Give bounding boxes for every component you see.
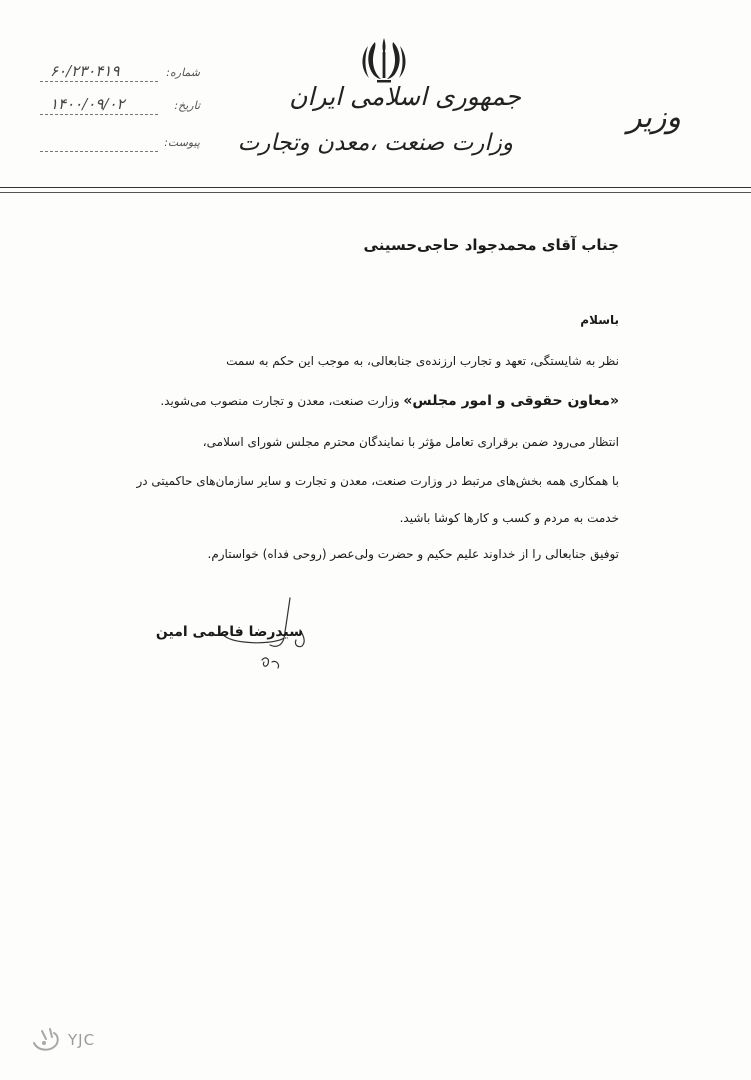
- date-line: [40, 114, 158, 115]
- number-line: [40, 81, 158, 82]
- number-field: [40, 62, 200, 86]
- attachment-label: پیوست:: [164, 136, 200, 149]
- country-title: جمهوری اسلامی ایران: [289, 82, 521, 111]
- date-label: تاریخ:: [174, 99, 200, 112]
- recipient-line: جناب آقای محمدجواد حاجی‌حسینی: [363, 236, 619, 254]
- yjc-watermark: [30, 1025, 110, 1055]
- date-value: ۱۴۰۰/۰۹/۰۲: [50, 95, 125, 113]
- paragraph-2-line-2: با همکاری همه بخش‌های مرتبط در وزارت صنعت، معدن و تجارت و سایر سازمان‌های حاکمیتی در: [136, 474, 619, 488]
- header-divider: [0, 187, 751, 188]
- paragraph-3-line-1: توفیق جنابعالی را از خداوند علیم حکیم و حضرت ولی‌عصر (روحی فداه) خواستارم.: [207, 547, 619, 561]
- ministry-title: وزارت صنعت ،معدن وتجارت: [237, 130, 513, 156]
- paragraph-2-line-3: خدمت به مردم و کسب و کارها کوشا باشید.: [399, 511, 619, 525]
- attachment-field: [40, 136, 200, 156]
- paragraph-1-line-2-rest: وزارت صنعت، معدن و تجارت منصوب می‌شوید.: [160, 394, 404, 408]
- number-value: ۶۰/۲۳۰۴۱۹: [50, 62, 120, 80]
- signer-name: سیدرضا فاطمی امین: [155, 624, 303, 640]
- paragraph-1-line-1: نظر به شایستگی، تعهد و تجارب ارزنده‌ی جنابعالی، به موجب این حکم به سمت: [226, 354, 619, 368]
- yjc-logo-icon: [30, 1025, 64, 1055]
- paragraph-2-line-1: انتظار می‌رود ضمن برقراری تعامل مؤثر با نمایندگان محترم مجلس شورای اسلامی،: [202, 435, 619, 449]
- number-label: شماره:: [166, 66, 200, 79]
- header-divider-secondary: [0, 192, 751, 193]
- attachment-line: [40, 151, 158, 152]
- paragraph-1-line-2: [160, 393, 619, 409]
- appointed-position: «معاون حقوقی و امور مجلس»: [403, 393, 619, 409]
- date-field: [40, 95, 200, 119]
- greeting: باسلام: [580, 313, 619, 327]
- position-title: وزیر: [627, 100, 681, 135]
- watermark-text: YJC: [68, 1031, 96, 1049]
